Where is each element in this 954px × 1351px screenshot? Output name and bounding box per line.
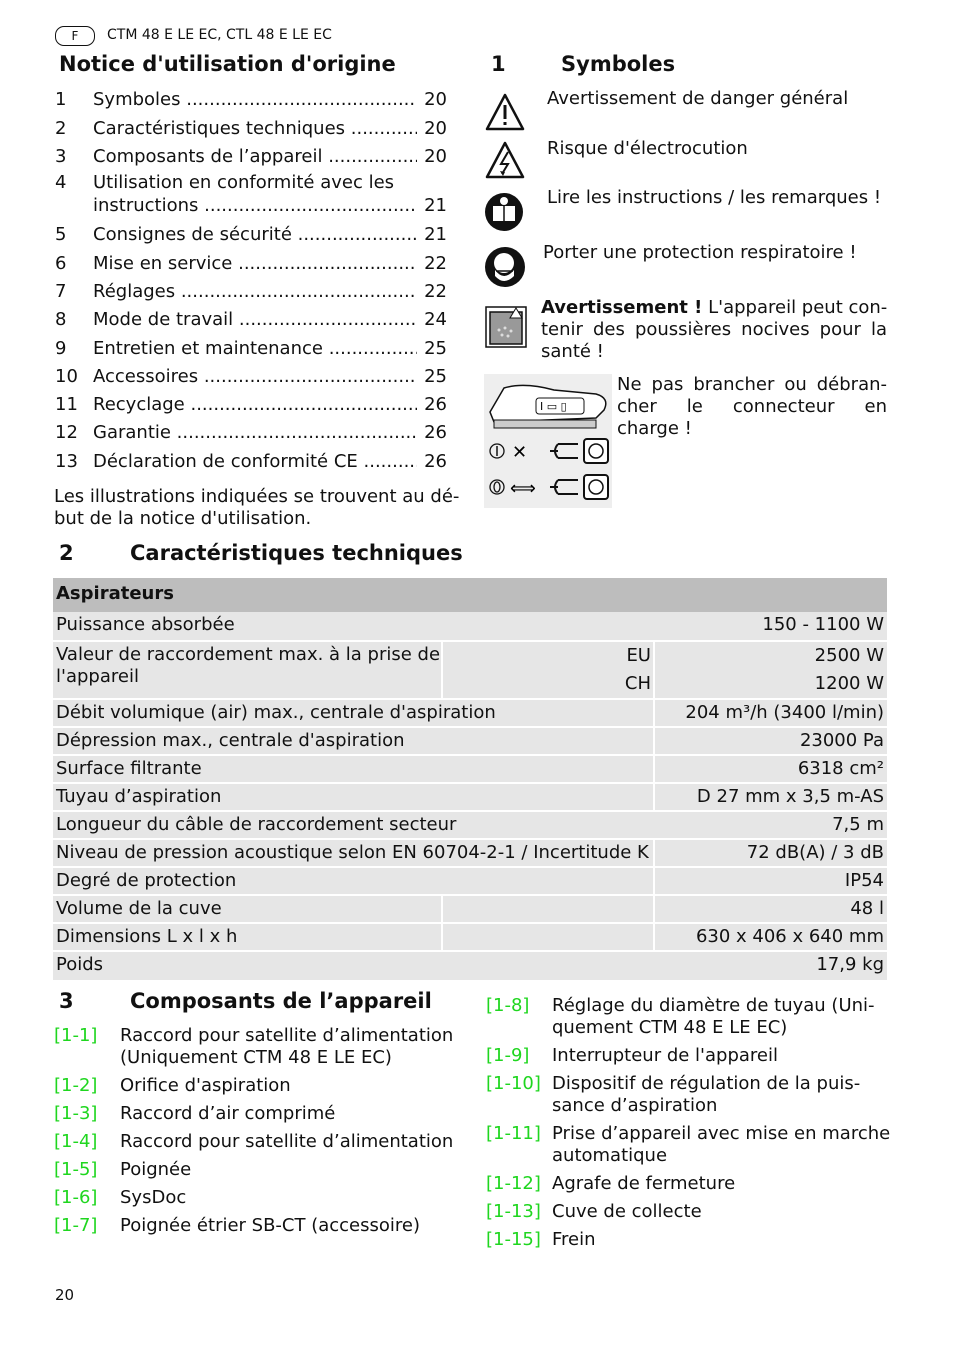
symbol-text-respirator: Porter une protection respiratoire ! xyxy=(543,242,857,263)
toc-item-8[interactable]: 8 Mode de travail ..... 24 xyxy=(55,302,447,330)
electric-shock-icon xyxy=(484,140,526,180)
table-row: Dépression max., centrale d'aspiration 23000 Pa xyxy=(53,728,887,754)
symbol-text-shock: Risque d'électrocution xyxy=(547,138,748,159)
component-ref: [1-10] xyxy=(486,1073,541,1094)
toc-item-6[interactable]: 6 Mise en service ..... 22 xyxy=(55,246,447,274)
respirator-icon xyxy=(484,246,526,288)
toc-item-4[interactable]: instructions ..... 21 xyxy=(55,188,447,216)
component-ref: [1-4] xyxy=(54,1131,98,1152)
warning-triangle-icon xyxy=(484,92,526,132)
dust-warning-text: Avertissement ! L'appareil peut con- tenir des poussières nocives pour la santé ! xyxy=(541,297,888,362)
toc-item-12[interactable]: 12 Garantie ..... 26 xyxy=(55,415,447,443)
table-row: Valeur de raccordement max. à la prise de l'appareil EU CH 2500 W 1200 W xyxy=(53,642,887,698)
toc-item-7[interactable]: 7 Réglages ..... 22 xyxy=(55,274,447,302)
section-1-number: 1 xyxy=(491,52,506,76)
component-ref: [1-13] xyxy=(486,1201,541,1222)
harmful-dust-icon xyxy=(485,306,527,348)
table-row: Poids 17,9 kg xyxy=(53,952,887,980)
svg-text:I ▭ ▯: I ▭ ▯ xyxy=(540,400,567,413)
section-3-number: 3 xyxy=(59,989,74,1013)
toc-item-9[interactable]: 9 Entretien et maintenance ..... 25 xyxy=(55,331,447,359)
component-ref: [1-9] xyxy=(486,1045,530,1066)
component-ref: [1-15] xyxy=(486,1229,541,1250)
toc-item-10[interactable]: 10 Accessoires ..... 25 xyxy=(55,359,447,387)
toc-item-3[interactable]: 3 Composants de l’appareil ..... 20 xyxy=(55,139,447,167)
table-row: Niveau de pression acoustique selon EN 60704-2-1 / Incertitude K 72 dB(A) / 3 dB xyxy=(53,840,887,866)
section-2-title: Caractéristiques techniques xyxy=(130,541,463,565)
table-header: Aspirateurs xyxy=(53,578,887,612)
component-ref: [1-3] xyxy=(54,1103,98,1124)
component-ref: [1-8] xyxy=(486,995,530,1016)
component-ref: [1-11] xyxy=(486,1123,541,1144)
read-manual-icon xyxy=(484,192,524,232)
toc-item-4-line1: 4 Utilisation en conformité avec les xyxy=(55,172,395,193)
section-3-title: Composants de l’appareil xyxy=(130,989,432,1013)
toc-item-2[interactable]: 2 Caractéristiques techniques ..... 20 xyxy=(55,111,447,139)
toc-item-13[interactable]: 13 Déclaration de conformité CE ..... 26 xyxy=(55,444,447,472)
plug-note-text: Ne pas brancher ou débran- cher le connecteur en charge ! xyxy=(617,374,887,439)
specs-table xyxy=(53,578,887,980)
component-ref: [1-2] xyxy=(54,1075,98,1096)
component-ref: [1-6] xyxy=(54,1187,98,1208)
toc-item-1[interactable]: 1 Symboles ..... 20 xyxy=(55,82,447,110)
table-row: Degré de protection IP54 xyxy=(53,868,887,894)
table-row: Surface filtrante 6318 cm² xyxy=(53,756,887,782)
symbol-text-manual: Lire les instructions / les remarques ! xyxy=(547,187,882,208)
page-number: 20 xyxy=(55,1286,75,1304)
illustration-note: Les illustrations indiquées se trouvent au dé- but de la notice d'utilisation. xyxy=(54,486,460,529)
toc-title: Notice d'utilisation d'origine xyxy=(59,52,396,76)
language-badge: F xyxy=(55,26,95,46)
svg-text:✕: ✕ xyxy=(512,442,528,463)
toc-item-5[interactable]: 5 Consignes de sécurité ..... 21 xyxy=(55,217,447,245)
table-row: Puissance absorbée 150 - 1100 W xyxy=(53,612,887,640)
component-ref: [1-1] xyxy=(54,1025,98,1046)
symbol-text-danger: Avertissement de danger général xyxy=(547,88,849,109)
table-row: Dimensions L x l x h 630 x 406 x 640 mm xyxy=(53,924,887,950)
plug-connection-illustration xyxy=(484,374,612,508)
component-ref: [1-7] xyxy=(54,1215,98,1236)
model-line: CTM 48 E LE EC, CTL 48 E LE EC xyxy=(107,27,332,43)
table-row: Débit volumique (air) max., centrale d'aspiration 204 m³/h (3400 l/min) xyxy=(53,700,887,726)
table-row: Longueur du câble de raccordement secteur 7,5 m xyxy=(53,812,887,838)
table-row: Tuyau d’aspiration D 27 mm x 3,5 m-AS xyxy=(53,784,887,810)
section-2-number: 2 xyxy=(59,541,74,565)
svg-text:⟺: ⟺ xyxy=(510,478,536,499)
component-ref: [1-12] xyxy=(486,1173,541,1194)
component-ref: [1-5] xyxy=(54,1159,98,1180)
section-1-title: Symboles xyxy=(561,52,676,76)
toc-item-11[interactable]: 11 Recyclage ..... 26 xyxy=(55,387,447,415)
table-row: Volume de la cuve 48 l xyxy=(53,896,887,922)
